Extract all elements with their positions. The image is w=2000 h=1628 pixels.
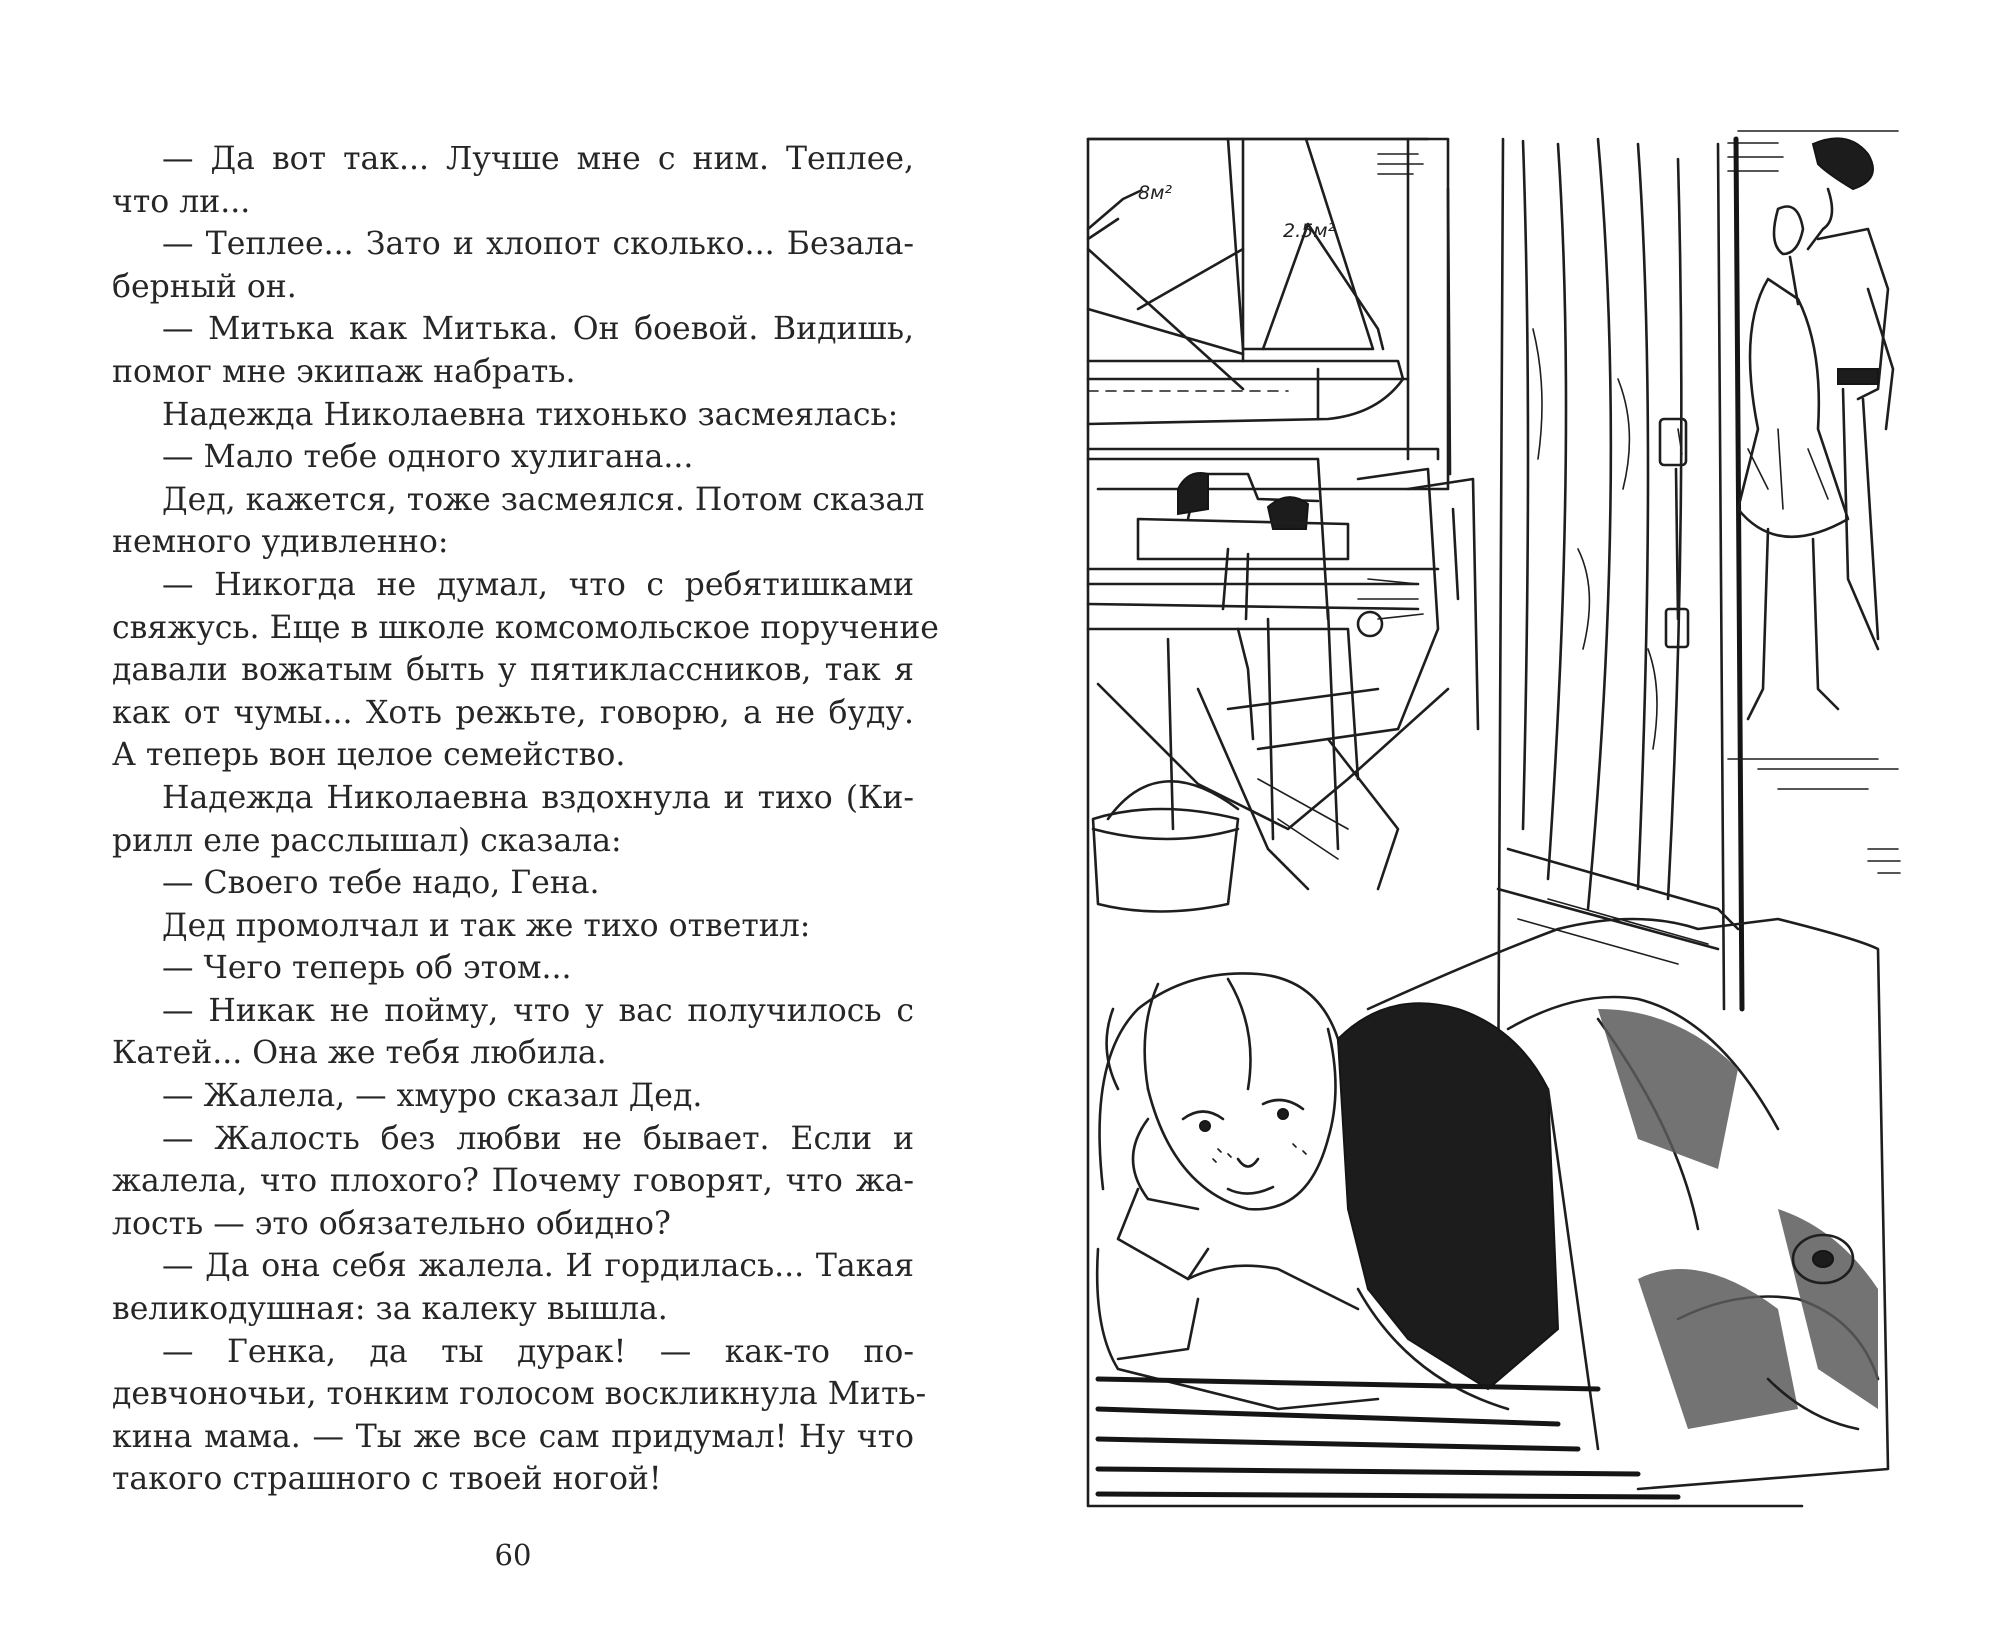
text-line: свяжусь. Еще в школе комсомольское поручение — [112, 609, 939, 646]
text-line: Дед промолчал и так же тихо ответил: — [162, 907, 811, 944]
text-line: как от чумы... Хоть режьте, говорю, а не буду. — [112, 694, 914, 731]
text-line: Надежда Николаевна вздохнула и тихо (Ки- — [162, 779, 914, 816]
text-line: — Митька как Митька. Он боевой. Видишь, — [162, 311, 914, 348]
text-line: жалела, что плохого? Почему говорят, что жа- — [112, 1163, 914, 1200]
text-line: — Жалость без любви не бывает. Если и — [162, 1120, 914, 1157]
sailboat-poster — [1088, 139, 1448, 489]
text-line: Дед, кажется, тоже засмеялся. Потом сказал — [162, 481, 925, 518]
text-line: девчоночьи, тонким голосом воскликнула Мить- — [112, 1376, 927, 1413]
text-line: Надежда Николаевна тихонько засмеялась: — [162, 396, 899, 433]
text-line: такого страшного с твоей ногой! — [112, 1461, 662, 1498]
sail-label-small: 2.5м² — [1283, 220, 1336, 242]
text-line: — Никак не пойму, что у вас получилось с — [162, 992, 914, 1029]
ink-drawing — [1078, 129, 1904, 1516]
text-line: что ли... — [112, 183, 251, 220]
text-line: помог мне экипаж набрать. — [112, 353, 576, 390]
text-line: — Теплее... Зато и хлопот сколько... Безала- — [162, 226, 914, 263]
sail-label-large: 8м² — [1138, 182, 1173, 204]
text-line: немного удивленно: — [112, 524, 449, 561]
text-line: — Да она себя жалела. И гордилась... Такая — [162, 1248, 914, 1285]
text-line: кина мама. — Ты же все сам придумал! Ну что — [112, 1418, 914, 1455]
text-line: великодушная: за калеку вышла. — [112, 1291, 668, 1328]
illustration — [1078, 129, 1904, 1516]
page-number: 60 — [494, 1538, 532, 1572]
text-line: рилл еле расслышал) сказала: — [112, 822, 622, 859]
boy-figure — [1097, 973, 1558, 1409]
text-line: Катей... Она же тебя любила. — [112, 1035, 607, 1072]
window-frame — [1358, 139, 1478, 729]
text-line: — Своего тебе надо, Гена. — [162, 865, 600, 902]
text-line: давали вожатым быть у пятиклассников, так я — [112, 652, 914, 689]
figures-in-doorway — [1728, 138, 1898, 789]
text-line: — Никогда не думал, что с ребятишками — [162, 566, 914, 603]
text-line: лость — это обязательно обидно? — [112, 1205, 671, 1242]
text-line: — Да вот так... Лучше мне с ним. Теплее, — [162, 141, 914, 177]
text-line: берный он. — [112, 268, 297, 305]
text-line: — Жалела, — хмуро сказал Дед. — [162, 1078, 703, 1115]
text-line: — Генка, да ты дурак! — как-то по- — [162, 1333, 914, 1370]
door — [1660, 139, 1742, 1009]
text-line: — Чего теперь об этом... — [162, 950, 572, 987]
text-line: — Мало тебе одного хулигана... — [162, 439, 694, 476]
text-line: А теперь вон целое семейство. — [112, 737, 626, 774]
curtain — [1498, 139, 1738, 1129]
text-column — [112, 138, 939, 1501]
